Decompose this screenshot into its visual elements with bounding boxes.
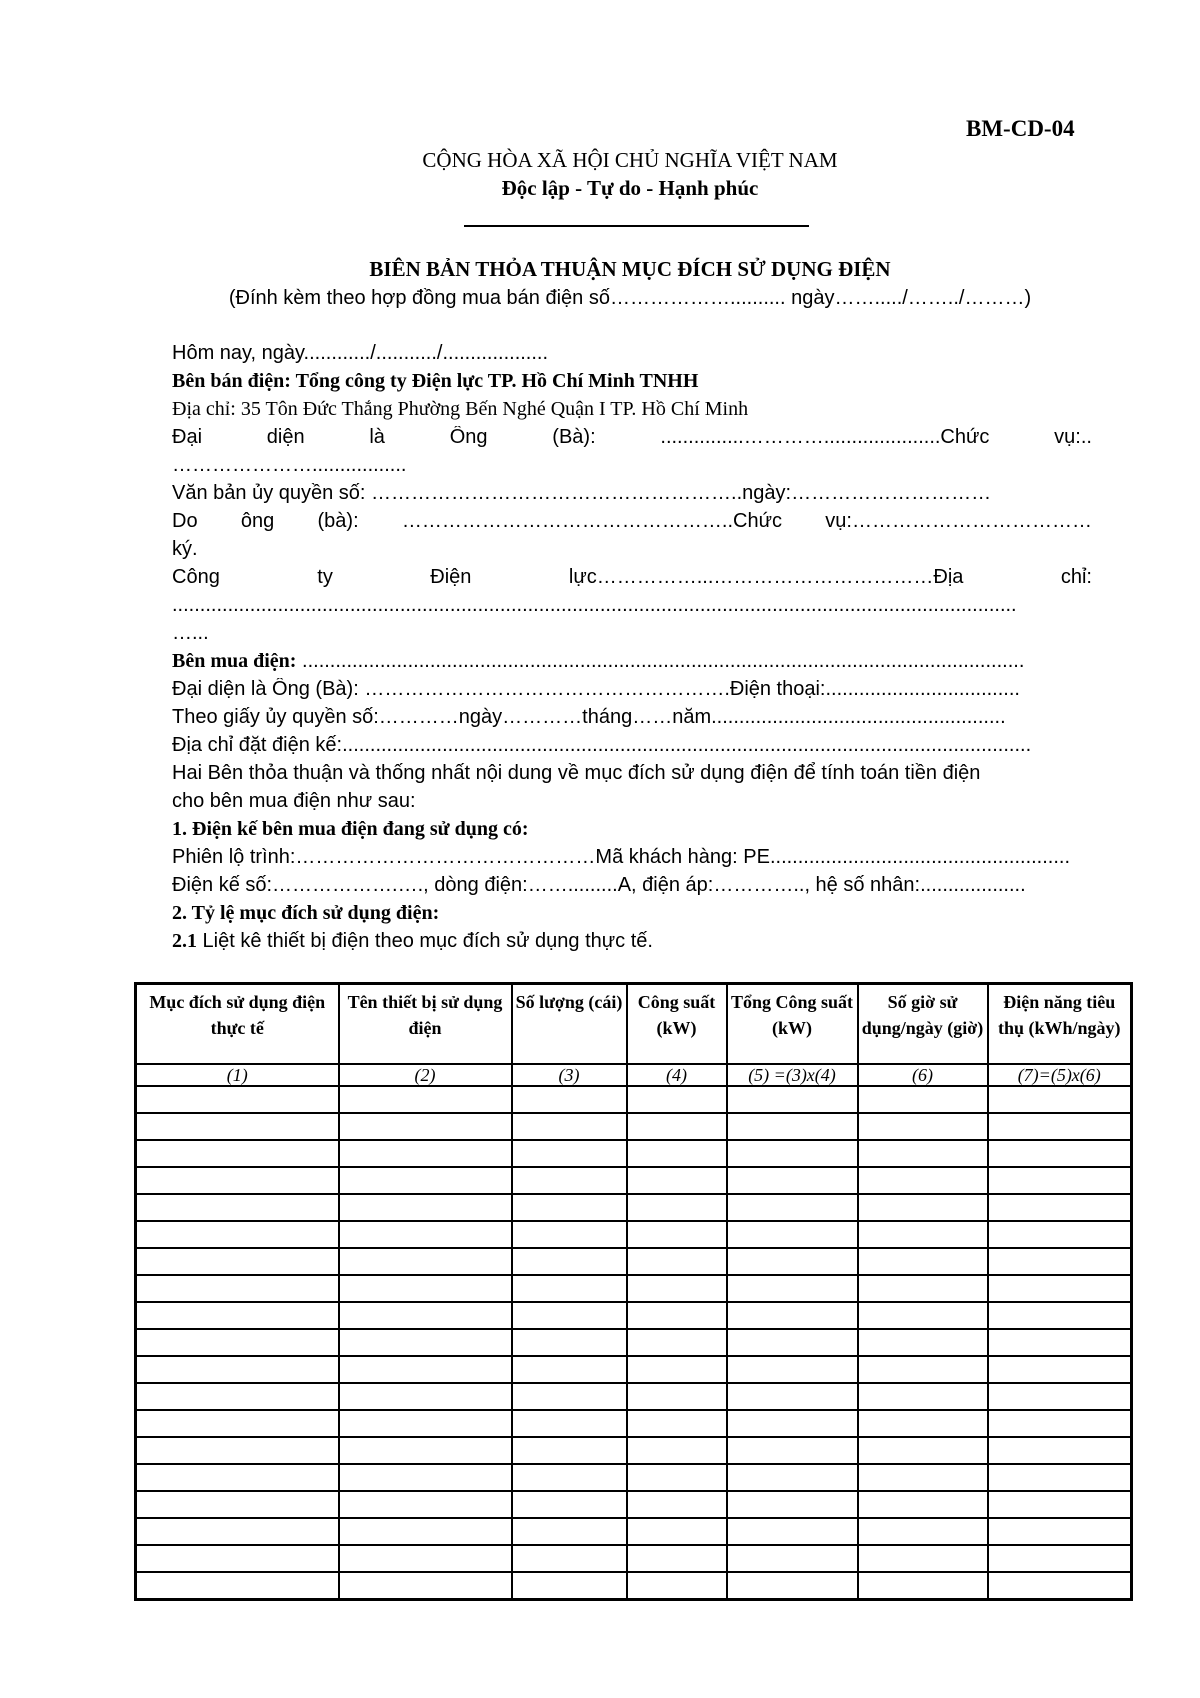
table-cell[interactable] — [627, 1545, 727, 1572]
header-quantity: Số lượng (cái) — [512, 984, 627, 1065]
table-cell[interactable] — [512, 1329, 627, 1356]
table-row — [136, 1518, 1132, 1545]
table-cell[interactable] — [727, 1383, 858, 1410]
table-cell[interactable] — [858, 1194, 988, 1221]
table-cell[interactable] — [136, 1086, 339, 1113]
table-row — [136, 1383, 1132, 1410]
table-cell[interactable] — [627, 1194, 727, 1221]
header-total-power: Tổng Công suất (kW) — [727, 984, 858, 1065]
table-cell[interactable] — [339, 1113, 512, 1140]
seller-line: Bên bán điện: Tổng công ty Điện lực TP. Hồ Chí Minh TNHH — [172, 370, 699, 392]
company-address-cont: …... — [172, 622, 209, 644]
rep-word: (Bà): — [552, 426, 596, 448]
table-row — [136, 1221, 1132, 1248]
header-device-name: Tên thiết bị sử dụng điện — [339, 984, 512, 1065]
table-cell[interactable] — [339, 1140, 512, 1167]
signer-word: …………………………………………..Chức — [401, 510, 782, 532]
table-cell[interactable] — [727, 1167, 858, 1194]
buyer-line — [172, 650, 1092, 673]
buyer-representative: Đại diện là Ông (Bà): ……………………………………………….Điện thoại:................................... — [172, 678, 1020, 700]
rep-word: diện — [266, 426, 305, 448]
table-row — [136, 1302, 1132, 1329]
today-line: Hôm nay, ngày............/.........../................... — [172, 342, 549, 364]
table-cell[interactable] — [512, 1410, 627, 1437]
table-cell[interactable] — [858, 1518, 988, 1545]
meter-address: Địa chỉ đặt điện kế:............................................................................................................................ — [172, 734, 1032, 756]
table-cell[interactable] — [627, 1518, 727, 1545]
table-row — [136, 1086, 1132, 1113]
table-row — [136, 1437, 1132, 1464]
index-cell: (6) — [858, 1064, 988, 1086]
buyer-dots: .................................................................................................................................. — [296, 650, 1025, 672]
agreement-line-2: cho bên mua điện như sau: — [172, 790, 416, 812]
table-cell[interactable] — [136, 1437, 339, 1464]
seller-representative-cont: …………………................. — [172, 454, 407, 476]
table-cell[interactable] — [512, 1356, 627, 1383]
table-cell[interactable] — [988, 1248, 1132, 1275]
table-cell[interactable] — [727, 1356, 858, 1383]
table-cell[interactable] — [858, 1248, 988, 1275]
table-cell[interactable] — [339, 1491, 512, 1518]
table-cell[interactable] — [136, 1329, 339, 1356]
company-word: Điện — [430, 566, 472, 588]
table-cell[interactable] — [988, 1572, 1132, 1600]
seller-representative-line — [172, 426, 1092, 449]
table-cell[interactable] — [988, 1302, 1132, 1329]
table-cell[interactable] — [627, 1302, 727, 1329]
table-row — [136, 1491, 1132, 1518]
table-cell[interactable] — [339, 1383, 512, 1410]
table-row — [136, 1140, 1132, 1167]
table-cell[interactable] — [988, 1518, 1132, 1545]
table-cell[interactable] — [858, 1410, 988, 1437]
table-cell[interactable] — [512, 1491, 627, 1518]
table-cell[interactable] — [136, 1464, 339, 1491]
table-cell[interactable] — [339, 1275, 512, 1302]
subsection-2-1 — [172, 930, 1092, 953]
table-cell[interactable] — [627, 1113, 727, 1140]
table-cell[interactable] — [339, 1356, 512, 1383]
table-cell[interactable] — [339, 1410, 512, 1437]
company-word: lực……………...……………………………Địa — [568, 566, 964, 588]
table-cell[interactable] — [727, 1275, 858, 1302]
table-row — [136, 1167, 1132, 1194]
table-cell[interactable] — [627, 1491, 727, 1518]
index-cell: (3) — [512, 1064, 627, 1086]
company-address-dots: ........................................................................................................................................................ — [172, 594, 1017, 616]
table-cell[interactable] — [339, 1437, 512, 1464]
table-cell[interactable] — [339, 1572, 512, 1600]
table-cell[interactable] — [727, 1113, 858, 1140]
table-cell[interactable] — [627, 1572, 727, 1600]
subsection-number: 2.1 — [172, 930, 197, 952]
table-cell[interactable] — [988, 1491, 1132, 1518]
table-cell[interactable] — [858, 1464, 988, 1491]
table-cell[interactable] — [727, 1518, 858, 1545]
heading-divider — [464, 225, 809, 227]
table-cell[interactable] — [988, 1437, 1132, 1464]
table-cell[interactable] — [627, 1167, 727, 1194]
table-cell[interactable] — [136, 1113, 339, 1140]
signer-word: (bà): — [317, 510, 359, 532]
table-cell[interactable] — [627, 1221, 727, 1248]
index-cell: (1) — [136, 1064, 339, 1086]
table-cell[interactable] — [727, 1221, 858, 1248]
table-cell[interactable] — [512, 1302, 627, 1329]
table-cell[interactable] — [136, 1572, 339, 1600]
table-cell[interactable] — [136, 1302, 339, 1329]
table-cell[interactable] — [727, 1194, 858, 1221]
table-cell[interactable] — [339, 1086, 512, 1113]
meter-number-line: Điện kế số:……………….…., dòng điện:…….........A, điện áp:………….., hệ số nhân:................... — [172, 874, 1026, 896]
rep-word: ...............………….....................Chức — [660, 426, 990, 448]
index-cell: (2) — [339, 1064, 512, 1086]
table-cell[interactable] — [136, 1383, 339, 1410]
table-row — [136, 1329, 1132, 1356]
table-row — [136, 1464, 1132, 1491]
table-cell[interactable] — [136, 1248, 339, 1275]
table-cell[interactable] — [136, 1518, 339, 1545]
table-cell[interactable] — [858, 1221, 988, 1248]
table-row — [136, 1248, 1132, 1275]
table-cell[interactable] — [512, 1086, 627, 1113]
table-cell[interactable] — [627, 1383, 727, 1410]
table-cell[interactable] — [858, 1437, 988, 1464]
subsection-text: Liệt kê thiết bị điện theo mục đích sử dụng thực tế. — [197, 930, 653, 952]
table-cell[interactable] — [858, 1113, 988, 1140]
table-cell[interactable] — [512, 1464, 627, 1491]
table-cell[interactable] — [858, 1491, 988, 1518]
route-line: Phiên lộ trình:………………………………………Mã khách hàng: PE...................................................... — [172, 846, 1071, 868]
table-cell[interactable] — [988, 1113, 1132, 1140]
table-row — [136, 1113, 1132, 1140]
document-subtitle: (Đính kèm theo hợp đồng mua bán điện số……………….......... ngày……...../……../………) — [228, 287, 1032, 309]
rep-word: vụ:.. — [1054, 426, 1092, 448]
signer-word: ông — [240, 510, 275, 532]
table-cell[interactable] — [627, 1329, 727, 1356]
table-cell[interactable] — [727, 1410, 858, 1437]
table-cell[interactable] — [988, 1410, 1132, 1437]
table-cell[interactable] — [727, 1545, 858, 1572]
table-cell[interactable] — [136, 1167, 339, 1194]
table-cell[interactable] — [136, 1545, 339, 1572]
rep-word: là — [369, 426, 385, 448]
table-cell[interactable] — [512, 1518, 627, 1545]
table-cell[interactable] — [627, 1275, 727, 1302]
company-line — [172, 566, 1092, 589]
company-word: chỉ: — [1060, 566, 1092, 588]
table-cell[interactable] — [136, 1221, 339, 1248]
table-cell[interactable] — [339, 1464, 512, 1491]
table-row — [136, 1572, 1132, 1600]
buyer-label: Bên mua điện: — [172, 650, 297, 672]
table-cell[interactable] — [988, 1329, 1132, 1356]
header-usage-purpose: Mục đích sử dụng điện thực tế — [136, 984, 339, 1065]
table-header-row — [136, 984, 1132, 1065]
table-cell[interactable] — [339, 1194, 512, 1221]
table-cell[interactable] — [988, 1275, 1132, 1302]
table-cell[interactable] — [512, 1113, 627, 1140]
table-cell[interactable] — [339, 1518, 512, 1545]
company-word: ty — [317, 566, 333, 588]
table-cell[interactable] — [858, 1140, 988, 1167]
index-cell: (5) =(3)x(4) — [727, 1064, 858, 1086]
table-cell[interactable] — [136, 1410, 339, 1437]
table-cell[interactable] — [858, 1329, 988, 1356]
table-cell[interactable] — [988, 1545, 1132, 1572]
table-cell[interactable] — [858, 1383, 988, 1410]
table-cell[interactable] — [727, 1437, 858, 1464]
seller-address: Địa chỉ: 35 Tôn Đức Thắng Phường Bến Nghé Quận I TP. Hồ Chí Minh — [172, 398, 749, 420]
table-cell[interactable] — [136, 1140, 339, 1167]
table-cell[interactable] — [512, 1437, 627, 1464]
table-cell[interactable] — [627, 1248, 727, 1275]
authorization-line: Văn bản ủy quyền số: ………………………………………………..ngày:………………………… — [172, 482, 992, 504]
table-cell[interactable] — [136, 1356, 339, 1383]
table-cell[interactable] — [727, 1572, 858, 1600]
header-hours-per-day: Số giờ sử dụng/ngày (giờ) — [858, 984, 988, 1065]
signer-word: vụ:……………………………… — [825, 510, 1092, 532]
motto: Độc lập - Tự do - Hạnh phúc — [501, 176, 759, 200]
table-cell[interactable] — [136, 1194, 339, 1221]
section-2-heading: 2. Tỷ lệ mục đích sử dụng điện: — [172, 902, 440, 924]
table-cell[interactable] — [727, 1248, 858, 1275]
table-row — [136, 1410, 1132, 1437]
form-code: BM-CD-04 — [966, 116, 1075, 141]
table-row — [136, 1275, 1132, 1302]
table-cell[interactable] — [858, 1302, 988, 1329]
rep-word: Ông — [449, 426, 488, 448]
table-cell[interactable] — [858, 1167, 988, 1194]
buyer-authorization: Theo giấy ủy quyền số:…………ngày…………tháng……năm..................................................... — [172, 706, 1006, 728]
table-cell[interactable] — [988, 1086, 1132, 1113]
table-cell[interactable] — [339, 1248, 512, 1275]
company-word: Công — [172, 566, 220, 588]
table-cell[interactable] — [727, 1464, 858, 1491]
table-cell[interactable] — [988, 1383, 1132, 1410]
table-cell[interactable] — [512, 1545, 627, 1572]
index-cell: (4) — [627, 1064, 727, 1086]
table-cell[interactable] — [727, 1086, 858, 1113]
nation-heading: CỘNG HÒA XÃ HỘI CHỦ NGHĨA VIỆT NAM — [422, 148, 838, 172]
table-cell[interactable] — [727, 1329, 858, 1356]
header-energy-consumption: Điện năng tiêu thụ (kWh/ngày) — [988, 984, 1132, 1065]
table-cell[interactable] — [339, 1545, 512, 1572]
table-row — [136, 1356, 1132, 1383]
table-row — [136, 1545, 1132, 1572]
table-cell[interactable] — [988, 1194, 1132, 1221]
table-cell[interactable] — [727, 1302, 858, 1329]
table-cell[interactable] — [627, 1086, 727, 1113]
document-title: BIÊN BẢN THỎA THUẬN MỤC ĐÍCH SỬ DỤNG ĐIỆN — [369, 257, 891, 281]
signer-cont: ký. — [172, 538, 198, 560]
section-1-heading: 1. Điện kế bên mua điện đang sử dụng có: — [172, 818, 529, 840]
table-cell[interactable] — [988, 1167, 1132, 1194]
table-cell[interactable] — [627, 1356, 727, 1383]
table-cell[interactable] — [858, 1545, 988, 1572]
rep-word: Đại — [172, 426, 203, 448]
table-cell[interactable] — [512, 1572, 627, 1600]
table-cell[interactable] — [339, 1302, 512, 1329]
table-index-row — [136, 1064, 1132, 1086]
table-cell[interactable] — [858, 1572, 988, 1600]
table-cell[interactable] — [627, 1410, 727, 1437]
table-cell[interactable] — [858, 1275, 988, 1302]
table-cell[interactable] — [136, 1275, 339, 1302]
table-cell[interactable] — [339, 1329, 512, 1356]
signer-line — [172, 510, 1092, 533]
table-cell[interactable] — [988, 1140, 1132, 1167]
table-cell[interactable] — [988, 1221, 1132, 1248]
table-cell[interactable] — [512, 1248, 627, 1275]
table-cell[interactable] — [858, 1086, 988, 1113]
table-cell[interactable] — [339, 1167, 512, 1194]
header-power: Công suất (kW) — [627, 984, 727, 1065]
table-cell[interactable] — [512, 1221, 627, 1248]
table-cell[interactable] — [512, 1140, 627, 1167]
signer-word: Do — [172, 510, 198, 532]
table-cell[interactable] — [988, 1464, 1132, 1491]
table-cell[interactable] — [727, 1491, 858, 1518]
table-cell[interactable] — [627, 1464, 727, 1491]
table-cell[interactable] — [627, 1140, 727, 1167]
index-cell: (7)=(5)x(6) — [988, 1064, 1132, 1086]
table-cell[interactable] — [988, 1356, 1132, 1383]
table-cell[interactable] — [627, 1437, 727, 1464]
table-cell[interactable] — [136, 1491, 339, 1518]
table-cell[interactable] — [858, 1356, 988, 1383]
table-body — [136, 1064, 1132, 1600]
table-cell[interactable] — [512, 1383, 627, 1410]
table-cell[interactable] — [512, 1167, 627, 1194]
table-cell[interactable] — [339, 1221, 512, 1248]
table-cell[interactable] — [512, 1275, 627, 1302]
equipment-table — [134, 982, 1133, 1601]
agreement-line-1: Hai Bên thỏa thuận và thống nhất nội dung về mục đích sử dụng điện để tính toán tiền điện — [172, 762, 981, 784]
table-cell[interactable] — [727, 1140, 858, 1167]
table-cell[interactable] — [512, 1194, 627, 1221]
table-row — [136, 1194, 1132, 1221]
